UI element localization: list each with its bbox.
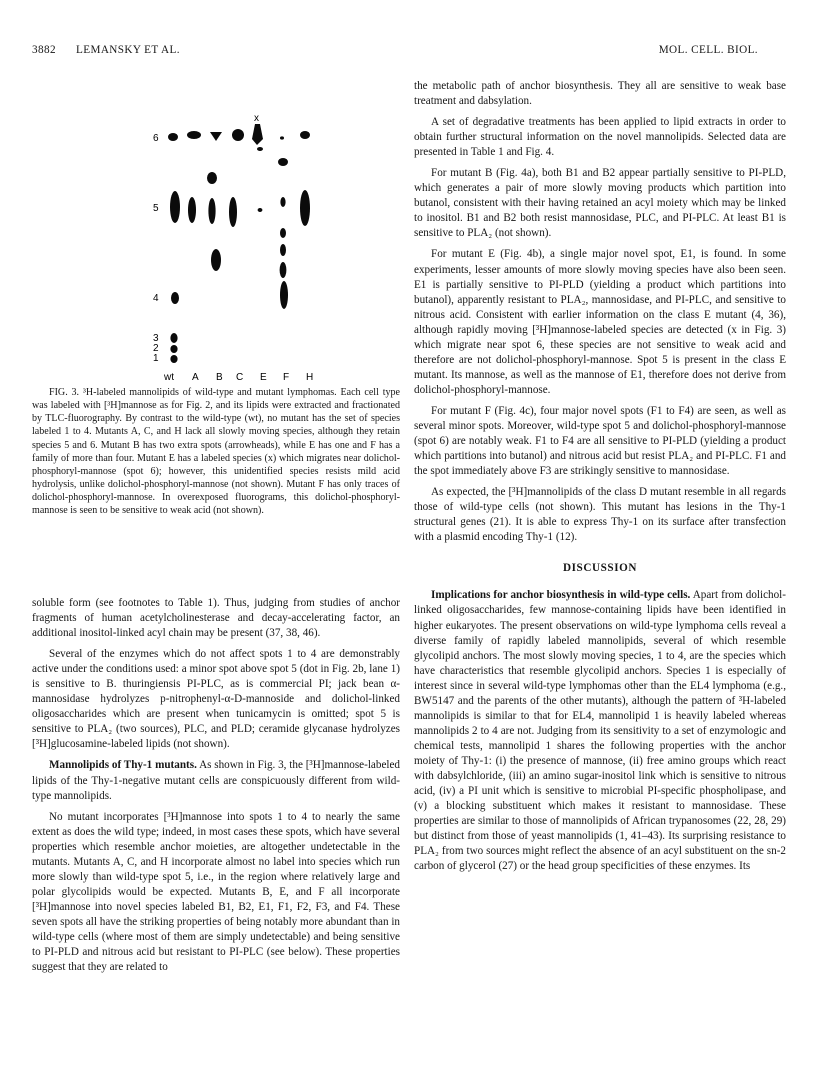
paragraph: For mutant E (Fig. 4b), a single major novel spot, E1, is found. In some experiments, lesser amounts of more slowly moving species have also been seen. E1 is partially sensitive to PI-PLD (yielding a product which partitions into butanol), apparently resistant to PLA₂, mannosidase, and PI-PLC, and sensitive to nitrous acid. Consistent with earlier information on the class E mutant (4, 36), although rapidly moving [³H]mannose-labeled species are detected (x in Fig. 3) which migrate near spot 6, these species are not sensitive to weak acid and therefore are not dolichol-phosphoryl-mannose. Spot 5 is present in the class E mutant. Its mannose, as well as the mannose of E1, therefore does not derive from dolichol-phosphoryl-mannose. (414, 248, 786, 396)
spot-c-5 (229, 197, 237, 227)
row-label-4: 4 (153, 293, 159, 304)
paragraph: soluble form (see footnotes to Table 1). Thus, judging from studies of anchor fragments of human acetylcholinesterase and decay-accelerating factor, an additional inositol-linked acyl chain may be present (37, 38, 46). (32, 597, 400, 640)
lane-label-h: H (306, 372, 314, 383)
spot-b-extra-2 (211, 249, 221, 271)
spot-c-6 (232, 129, 244, 141)
right-column (414, 79, 786, 880)
section-run-in-heading: Mannolipids of Thy-1 mutants. (49, 759, 197, 772)
paragraph: As expected, the [³H]mannolipids of the class D mutant resemble in all regards those of wild-type cells (not shown). This mutant has lesions in the Thy-1 structural genes (21). It is able to express Thy-1 on its surface after transfection with a plasmid encoding Thy-1 (12). (414, 486, 786, 544)
spot-wt-6 (168, 133, 178, 141)
spot-f2 (280, 244, 286, 256)
paragraph: Several of the enzymes which do not affect spots 1 to 4 are demonstrably active under the conditions used: a minor spot above spot 5 (dot in Fig. 2b, lane 1) is sensitive to B. thuringiensis PI-PLC, as is commercial PI; jack bean α-mannosidase hydrolyzes p-nitrophenyl-α-D-mannoside and dolichol-linked oligosaccharides which are present when tunicamycin is omitted; spot 5 is sensitive to PLA₂ (two sources), PLC, and PLD; ceramide glycanase hydrolyzes [³H]glucosamine-labeled lipids (not shown). (32, 648, 400, 751)
section-title: DISCUSSION (562, 562, 638, 575)
row-label-1: 1 (153, 353, 159, 364)
spot-wt-5 (170, 191, 180, 223)
spot-h-5 (300, 190, 310, 226)
spot-f1 (280, 228, 286, 238)
spot-f4 (280, 281, 288, 309)
spot-f3 (280, 262, 287, 278)
spot-b-extra-1 (207, 172, 217, 184)
spot-a-5 (188, 197, 196, 223)
spot-wt-1 (170, 355, 177, 363)
row-label-6: 6 (153, 133, 159, 144)
row-label-2: 2 (153, 343, 159, 354)
spot-f-upper (278, 158, 288, 166)
spot-wt-3 (170, 333, 177, 343)
lane-label-f: F (283, 372, 290, 383)
spot-wt-4 (171, 292, 179, 304)
spot-e-5 (258, 208, 263, 212)
tlc-fluorogram-figure (150, 110, 325, 385)
mark-x-lane-e: x (254, 113, 259, 124)
paragraph: A set of degradative treatments has been applied to lipid extracts in order to obtain further structural information on the novel mannolipids. Selected data are presented in Table 1 and Fig. 4. (414, 116, 786, 159)
page-number: 3882 (32, 44, 56, 56)
lane-label-a: A (192, 372, 199, 383)
spot-b-5 (208, 198, 215, 224)
spot-b-6 (210, 132, 222, 141)
caption-paragraph (32, 386, 400, 518)
spot-h-6 (300, 131, 310, 139)
lane-label-b: B (216, 372, 223, 383)
running-head-authors: LEMANSKY ET AL. (76, 44, 180, 56)
caption-text: ³H-labeled mannolipids of wild-type and mutant lymphomas. Each cell type was labeled with [³H]mannose as for Fig. 2, and its lipids were extracted and fractionated by TLC-fluorography. By contrast to the wild-type (wt), no mutant has the set of species labeled 1 to 4. Mutants A, C, and H lack all slowly moving species, although they retain species 5 and 6. Mutant B has two extra spots (arrowheads), while E has one and F has a family of more than four. Mutant E has a labeled species (x) which migrates near dolichol-phosphoryl-mannose (spot 6); however, this unidentified species resists mild acid hydrolysis, unlike dolichol-phosphoryl-mannose (not shown). Mutant F has only traces of dolichol-phosphoryl-mannose. In overexposed fluorograms, this dolichol-phosphoryl-mannose is seen to be sensitive to weak acid (not shown). (32, 387, 400, 517)
spot-a-6 (187, 131, 201, 139)
section-run-in-heading: Implications for anchor biosynthesis in wild-type cells. (431, 589, 691, 602)
paragraph: For mutant F (Fig. 4c), four major novel spots (F1 to F4) are seen, as well as several minor spots. Moreover, wild-type spot 5 and dolichol-phosphoryl-mannose (spot 6) are notably weak. F1 to F4 are all sensitive to PI-PLD (yielding a product which partitions into butanol) and nitrous acid but resist PLA₂ and PI-PLC. F1 and the spot immediately above F3 are strikingly sensitive to mannosidase. (414, 404, 786, 478)
spot-e-6 (252, 124, 263, 145)
row-label-5: 5 (153, 203, 159, 214)
caption-label: FIG. 3. (49, 387, 80, 398)
row-label-3: 3 (153, 333, 159, 344)
spot-f-5 (280, 197, 285, 207)
spot-wt-2 (170, 345, 177, 353)
paragraph (414, 588, 786, 874)
spot-e-6-minor (257, 147, 263, 151)
running-head-journal: MOL. CELL. BIOL. (658, 44, 758, 56)
paragraph (32, 758, 400, 803)
paragraph-text: Apart from dolichol-linked oligosaccharides, few mannose-containing lipids have been identified in higher eukaryotes. The present observations on wild-type lymphoma cells reveal a diverse family of rapidly labeled mannolipids, several of which resemble glycolipid anchors. The most slowly moving species, 1 to 4, are the species which have characteristics that resemble glycolipid anchors. Species 1 is especially of interest since in several wild-type lymphomas other than the EL4 lymphoma (e.g., BW5147 and the parents of the other mutants), although the pattern of ³H-labeled mannolipids is similar to that for EL4, mannolipid 1 is heavily labeled whereas mannolipids 2 to 4 are not. Judging from its sensitivity to a set of enzymologic and chemical tests, mannolipid 1 shares the following properties with the anchor moiety of Thy-1: (i) the presence of mannose, (ii) free amino groups which react with dabsylchloride, (iii) an amino sugar-inositol link which is sensitive to nitrous acid, (iv) a PI unit which is sensitive to microbial PI-specific phospholipase, and (v) a blocking substituent which makes it resistant to mannosidase. These properties are similar to those of mannolipids of African trypanosomes (22, 28, 29) but distinct from those of yeast mannolipids (1, 41–43). Its surprising resistance to PLA₂ from two sources might reflect the absence of an acyl substituent on the sn-2 carbon of glycerol (27) or the head group specificities of these enzymes. Its (414, 589, 786, 873)
lane-label-c: C (236, 372, 244, 383)
spot-f-6 (280, 136, 284, 139)
lane-label-wt: wt (164, 372, 174, 383)
paragraph: For mutant B (Fig. 4a), both B1 and B2 appear partially sensitive to PI-PLD, which generates a pair of more slowly moving products which partition into butanol, consistent with their having retained an acyl moiety which may be linked to inositol. B1 and B2 both resist mannosidase, PLC, and PI-PLC. At least B1 is sensitive to PLA₂ (not shown). (414, 167, 786, 240)
paragraph: the metabolic path of anchor biosynthesis. They all are sensitive to weak base treatment and dabsylation. (414, 80, 786, 108)
lane-label-e: E (260, 372, 267, 383)
paragraph-text: As shown in Fig. 3, the [³H]mannose-labeled lipids of the Thy-1-negative mutant cells are conspicuously different from wild-type mannolipids. (32, 759, 400, 802)
paragraph: No mutant incorporates [³H]mannose into spots 1 to 4 to nearly the same extent as does the wild type; indeed, in most cases these spots, which have several properties which resemble anchor moieties, are altogether undetectable in the mutants. Mutants A, C, and H incorporate almost no label into species which run more slowly than wild-type spot 5, i.e., in the region where relatively large and polar glycolipids would be expected. Mutants B, E, and F all incorporate [³H]mannose into novel species labeled B1, B2, E1, F1, F2, F3, and F4. These seven spots all have the striking properties of being notably more abundant than in wild-type cells (where most of them are simply undetectable) and being sensitive to PI-PLD and nitrous acid but resistant to PI-PLC (see below). These properties suggest that they are related to (32, 810, 400, 974)
left-column (32, 596, 400, 981)
figure-caption (32, 386, 400, 518)
